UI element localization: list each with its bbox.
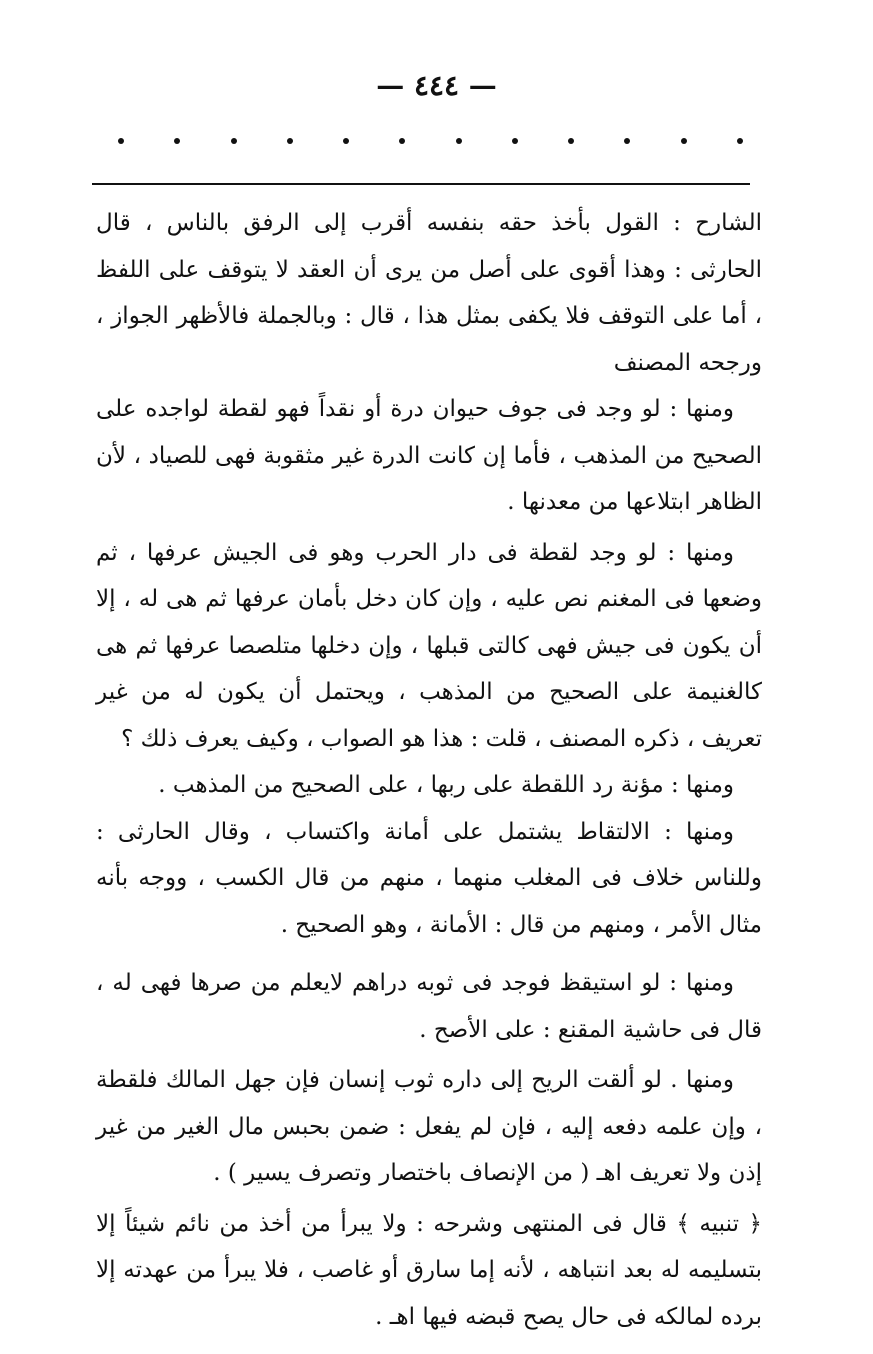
paragraph-return-cost: ومنها : مؤنة رد اللقطة على ربها ، على الصحيح من المذهب . bbox=[158, 772, 734, 798]
body-text bbox=[96, 200, 762, 1340]
ornament-dot bbox=[681, 138, 687, 144]
ornament-dot bbox=[174, 138, 180, 144]
paragraph-dar-al-harb: ومنها : لو وجد لقطة فى دار الحرب وهو فى الجيش عرفها ، ثم وضعها فى المغنم نص عليه ، وإن كان دخل بأمان عرفها ثم هى له ، إلا أن يكون فى جيش فهى كالتى قبلها ، وإن دخلها متلصصا عرفها ثم هى كالغنيمة على الصحيح من المذهب ، ويحتمل أن يكون له من غير تعريف ، ذكره المصنف ، قلت : هذا هو الصواب ، وكيف يعرف ذلك ؟ bbox=[96, 539, 762, 752]
paragraph-notice: ﴿ تنبيه ﴾ قال فى المنتهى وشرحه : ولا يبرأ من أخذ من نائم شيئاً إلا بتسليمه له بعد انتباهه ، لأنه إما سارق أو غاصب ، فلا يبرأ من عهدته إلا برده لمالكه فى حال يصح قبضه فيها اهـ . bbox=[96, 1210, 762, 1330]
paragraph-trust-and-gain: ومنها : الالتقاط يشتمل على أمانة واكتساب ، وقال الحارثى : وللناس خلاف فى المغلب منهما ، منهم من قال الكسب ، ووجه بأنه مثال الأمر ، ومنهم من قال : الأمانة ، وهو الصحيح . bbox=[96, 818, 762, 938]
ornament-dot bbox=[118, 138, 124, 144]
ornamental-dot-row bbox=[118, 138, 743, 144]
ornament-dot bbox=[456, 138, 462, 144]
ornament-dot bbox=[399, 138, 405, 144]
ornament-dot bbox=[624, 138, 630, 144]
page-number: — ٤٤٤ — bbox=[376, 69, 497, 102]
ornament-dot bbox=[287, 138, 293, 144]
header-divider bbox=[92, 183, 750, 185]
ornament-dot bbox=[231, 138, 237, 144]
paragraph-continuation: الشارح : القول بأخذ حقه بنفسه أقرب إلى الرفق بالناس ، قال الحارثى : وهذا أقوى على أصل من يرى أن العقد لا يتوقف على اللفظ ، أما على التوقف فلا يكفى بمثل هذا ، قال : وبالجملة فالأظهر الجواز ، ورجحه المصنف bbox=[96, 210, 762, 376]
paragraph-pearl-in-animal: ومنها : لو وجد فى جوف حيوان درة أو نقداً فهو لقطة لواجده على الصحيح من المذهب ، فأما إن كانت الدرة غير مثقوبة فهى للصياد ، لأن الظاهر ابتلاعها من معدنها . bbox=[96, 396, 762, 515]
ornament-dot bbox=[568, 138, 574, 144]
ornament-dot bbox=[343, 138, 349, 144]
paragraph-dirhams-in-garment: ومنها : لو استيقظ فوجد فى ثوبه دراهم لايعلم من صرها فهى له ، قال فى حاشية المقنع : على الأصح . bbox=[96, 970, 762, 1043]
ornament-dot bbox=[737, 138, 743, 144]
paragraph-wind-garment: ومنها . لو ألقت الريح إلى داره ثوب إنسان فإن جهل المالك فلقطة ، وإن علمه دفعه إليه ، فإن لم يفعل : ضمن بحبس مال الغير من غير إذن ولا تعريف اهـ ( من الإنصاف باختصار وتصرف يسير ) . bbox=[96, 1067, 762, 1186]
ornament-dot bbox=[512, 138, 518, 144]
